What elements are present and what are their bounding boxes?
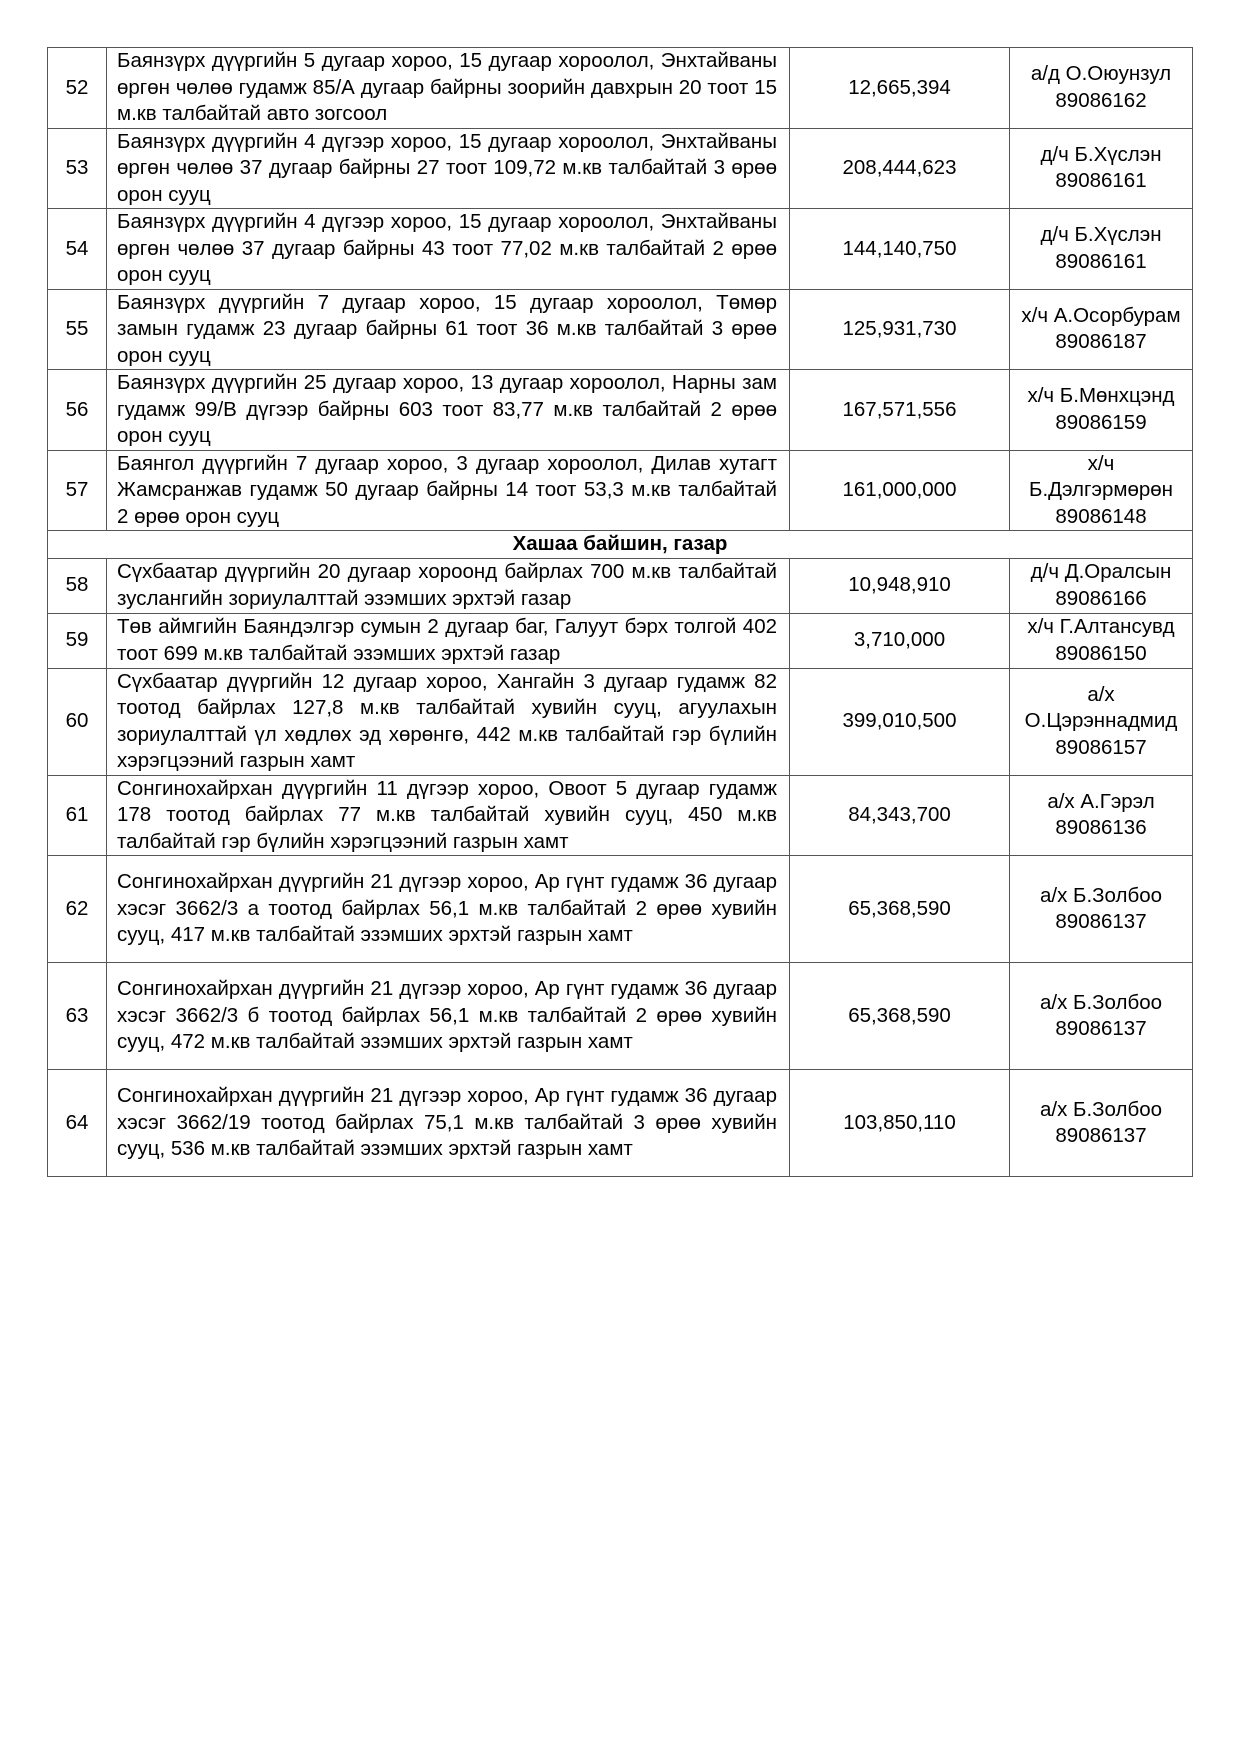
- contact-name: д/ч Б.Хүслэн: [1040, 223, 1162, 247]
- row-number: 56: [48, 370, 107, 451]
- contact-cell: [1010, 775, 1193, 856]
- property-description: Баянзүрх дүүргийн 4 дүгээр хороо, 15 дугаар хороолол, Энхтайваны өргөн чөлөө 37 дугаар байрны 27 тоот 109,72 м.кв талбайтай 3 өрөө орон сууц: [107, 128, 790, 209]
- row-number: 60: [48, 668, 107, 775]
- section-header-row: [48, 531, 1193, 559]
- table-row: [48, 963, 1193, 1070]
- contact-phone: 89086137: [1055, 910, 1147, 933]
- property-description: Сонгинохайрхан дүүргийн 21 дүгээр хороо, Ар гүнт гудамж 36 дугаар хэсэг 3662/19 тоотод байрлах 75,1 м.кв талбайтай 3 өрөө хувийн сууц, 536 м.кв талбайтай эзэмших эрхтэй газрын хамт: [107, 1070, 790, 1177]
- contact-phone: 89086166: [1055, 586, 1147, 610]
- table-row: [48, 613, 1193, 668]
- table-row: [48, 289, 1193, 370]
- table-row: [48, 450, 1193, 531]
- contact-cell: [1010, 856, 1193, 963]
- row-number: 62: [48, 856, 107, 963]
- property-description: Сонгинохайрхан дүүргийн 21 дүгээр хороо, Ар гүнт гудамж 36 дугаар хэсэг 3662/3 б тоотод байрлах 56,1 м.кв талбайтай 2 өрөө хувийн сууц, 472 м.кв талбайтай эзэмших эрхтэй газрын хамт: [107, 963, 790, 1070]
- contact-name: а/х А.Гэрэл: [1047, 789, 1155, 813]
- contact-name: х/ч Г.Алтансувд: [1027, 615, 1175, 638]
- contact-phone: 89086162: [1055, 88, 1147, 112]
- contact-name: д/ч Д.Оралсын: [1030, 560, 1172, 583]
- property-description: Сонгинохайрхан дүүргийн 21 дүгээр хороо, Ар гүнт гудамж 36 дугаар хэсэг 3662/3 а тоотод байрлах 56,1 м.кв талбайтай 2 өрөө хувийн сууц, 417 м.кв талбайтай эзэмших эрхтэй газрын хамт: [107, 856, 790, 963]
- contact-cell: [1010, 668, 1193, 775]
- row-number: 54: [48, 209, 107, 290]
- property-price: 10,948,910: [790, 558, 1010, 613]
- contact-name: а/д О.Оюунзул: [1030, 62, 1172, 86]
- property-price: 65,368,590: [790, 963, 1010, 1070]
- contact-cell: [1010, 558, 1193, 613]
- row-number: 63: [48, 963, 107, 1070]
- table-row: [48, 370, 1193, 451]
- table-row: [48, 775, 1193, 856]
- contact-name: х/ч Б.Мөнхцэнд: [1027, 384, 1175, 408]
- property-price: 144,140,750: [790, 209, 1010, 290]
- table-row: [48, 209, 1193, 290]
- contact-phone: 89086137: [1055, 1124, 1147, 1147]
- property-price: 84,343,700: [790, 775, 1010, 856]
- property-description: Баянзүрх дүүргийн 25 дугаар хороо, 13 дугаар хороолол, Нарны зам гудамж 99/В дүгээр байрны 603 тоот 83,77 м.кв талбайтай 2 өрөө орон сууц: [107, 370, 790, 451]
- property-description: Баянгол дүүргийн 7 дугаар хороо, 3 дугаар хороолол, Дилав хутагт Жамсранжав гудамж 50 дугаар байрны 14 тоот 53,3 м.кв талбайтай 2 өрөө орон сууц: [107, 450, 790, 531]
- contact-phone: 89086187: [1055, 330, 1147, 354]
- property-price: 161,000,000: [790, 450, 1010, 531]
- table-row: [48, 668, 1193, 775]
- contact-cell: [1010, 370, 1193, 451]
- property-price: 399,010,500: [790, 668, 1010, 775]
- contact-phone: 89086150: [1055, 641, 1147, 665]
- property-description: Баянзүрх дүүргийн 5 дугаар хороо, 15 дугаар хороолол, Энхтайваны өргөн чөлөө гудамж 85/А дугаар байрны зоорийн давхрын 20 тоот 15 м.кв талбайтай авто зогсоол: [107, 48, 790, 129]
- contact-phone: 89086157: [1055, 735, 1147, 759]
- property-description: Баянзүрх дүүргийн 7 дугаар хороо, 15 дугаар хороолол, Төмөр замын гудамж 23 дугаар байрны 61 тоот 36 м.кв талбайтай 3 өрөө орон сууц: [107, 289, 790, 370]
- contact-name: д/ч Б.Хүслэн: [1040, 142, 1162, 166]
- contact-name: х/ч Б.Дэлгэрмөрөн: [1029, 451, 1173, 501]
- contact-cell: [1010, 48, 1193, 129]
- table-row: [48, 558, 1193, 613]
- contact-phone: 89086137: [1055, 1017, 1147, 1040]
- row-number: 57: [48, 450, 107, 531]
- table-row: [48, 1070, 1193, 1177]
- table-row: [48, 856, 1193, 963]
- row-number: 55: [48, 289, 107, 370]
- row-number: 64: [48, 1070, 107, 1177]
- property-listing-table: [47, 47, 1193, 1177]
- contact-cell: [1010, 289, 1193, 370]
- property-price: 103,850,110: [790, 1070, 1010, 1177]
- contact-cell: [1010, 613, 1193, 668]
- contact-phone: 89086161: [1055, 249, 1147, 273]
- row-number: 52: [48, 48, 107, 129]
- contact-phone: 89086161: [1055, 169, 1147, 193]
- contact-cell: [1010, 450, 1193, 531]
- contact-name: х/ч А.Осорбурам: [1021, 303, 1181, 327]
- row-number: 61: [48, 775, 107, 856]
- property-description: Баянзүрх дүүргийн 4 дүгээр хороо, 15 дугаар хороолол, Энхтайваны өргөн чөлөө 37 дугаар байрны 43 тоот 77,02 м.кв талбайтай 2 өрөө орон сууц: [107, 209, 790, 290]
- contact-phone: 89086148: [1055, 504, 1147, 528]
- contact-cell: [1010, 1070, 1193, 1177]
- contact-name: а/х О.Цэрэннадмид: [1024, 682, 1178, 733]
- contact-phone: 89086136: [1055, 816, 1147, 840]
- property-price: 167,571,556: [790, 370, 1010, 451]
- property-price: 12,665,394: [790, 48, 1010, 129]
- property-price: 125,931,730: [790, 289, 1010, 370]
- property-price: 65,368,590: [790, 856, 1010, 963]
- property-description: Сүхбаатар дүүргийн 12 дугаар хороо, Хангайн 3 дугаар гудамж 82 тоотод байрлах 127,8 м.кв талбайтай хувийн сууц, агуулахын зориулалттай үл хөдлөх эд хөрөнгө, 442 м.кв талбайтай гэр бүлийн хэрэгцээний газрын хамт: [107, 668, 790, 775]
- row-number: 53: [48, 128, 107, 209]
- contact-phone: 89086159: [1055, 410, 1147, 434]
- section-title: Хашаа байшин, газар: [48, 531, 1193, 559]
- property-description: Сүхбаатар дүүргийн 20 дугаар хороонд байрлах 700 м.кв талбайтай зуслангийн зориулалттай эзэмших эрхтэй газар: [107, 558, 790, 613]
- contact-name: а/х Б.Золбоо: [1039, 1097, 1163, 1121]
- contact-name: а/х Б.Золбоо: [1039, 883, 1163, 907]
- row-number: 58: [48, 558, 107, 613]
- property-description: Төв аймгийн Баяндэлгэр сумын 2 дугаар баг, Галуут бэрх толгой 402 тоот 699 м.кв талбайтай эзэмших эрхтэй газар: [107, 613, 790, 668]
- contact-name: а/х Б.Золбоо: [1039, 990, 1163, 1014]
- property-price: 208,444,623: [790, 128, 1010, 209]
- table-row: [48, 48, 1193, 129]
- contact-cell: [1010, 128, 1193, 209]
- property-price: 3,710,000: [790, 613, 1010, 668]
- property-description: Сонгинохайрхан дүүргийн 11 дүгээр хороо, Овоот 5 дугаар гудамж 178 тоотод байрлах 77 м.кв талбайтай хувийн сууц, 450 м.кв талбайтай гэр бүлийн хэрэгцээний газрын хамт: [107, 775, 790, 856]
- table-row: [48, 128, 1193, 209]
- contact-cell: [1010, 209, 1193, 290]
- row-number: 59: [48, 613, 107, 668]
- contact-cell: [1010, 963, 1193, 1070]
